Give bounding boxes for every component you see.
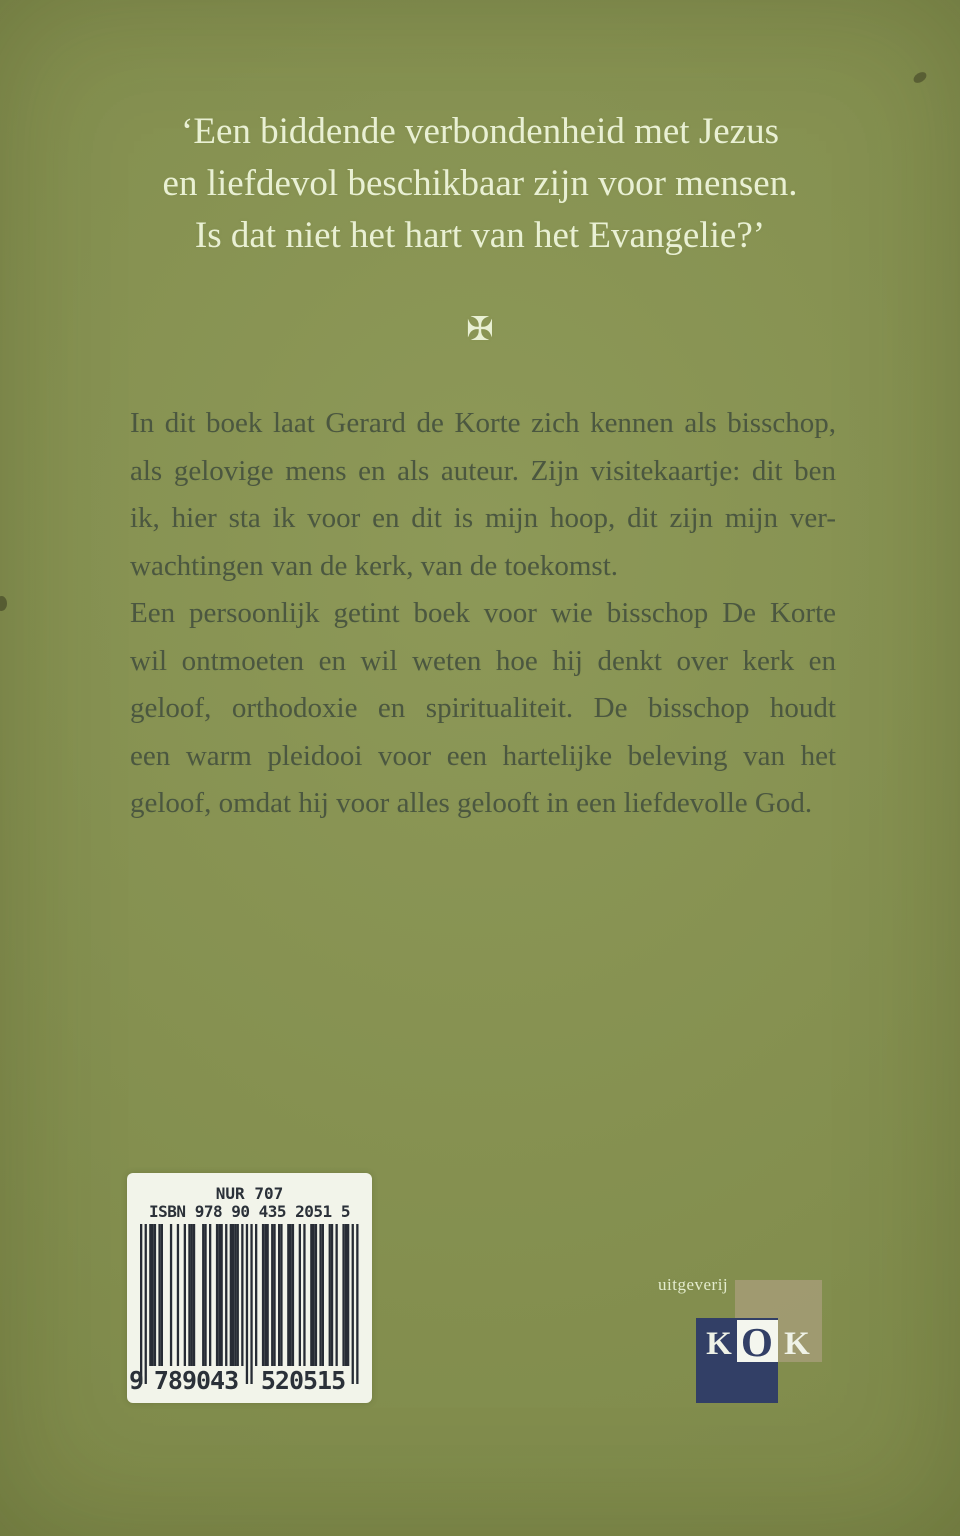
quote-line: en liefdevol beschikbaar zijn voor mensen.	[162, 163, 798, 204]
cross-ornament-icon: ✠	[466, 312, 494, 348]
blurb-line: Een persoonlijk getint boek voor wie bisschop De Korte	[130, 597, 836, 629]
logo-letter-o: O	[741, 1319, 773, 1365]
blurb-text	[130, 400, 836, 828]
publisher-logo	[658, 1275, 833, 1415]
barcode-bars	[137, 1224, 362, 1384]
blurb-line: ik, hier sta ik voor en dit is mijn hoop, dit zijn mijn ver-	[130, 502, 836, 534]
nur-code: NUR 707	[215, 1184, 284, 1203]
barcode-digit-group: 789043	[153, 1366, 239, 1395]
blurb-line: als gelovige mens en als auteur. Zijn visitekaartje: dit ben	[130, 454, 836, 487]
dust-speck	[0, 596, 7, 611]
barcode-digit-group: 9	[129, 1366, 145, 1395]
blurb-line: In dit boek laat Gerard de Korte zich kennen als bisschop,	[130, 407, 836, 439]
blurb-line: wil ontmoeten en wil weten hoe hij denkt over kerk en	[130, 644, 836, 677]
blurb-line: geloof, omdat hij voor alles gelooft in een liefdevolle God.	[130, 787, 813, 819]
isbn-number: ISBN 978 90 435 2051 5	[149, 1202, 350, 1221]
barcode-label	[127, 1173, 372, 1403]
blurb-line: een warm pleidooi voor een hartelijke beleving van het	[130, 739, 836, 772]
logo-letter-k: K	[706, 1326, 732, 1362]
logo-letter-k: K	[784, 1326, 810, 1362]
blurb-line: geloof, orthodoxie en spiritualiteit. De bisschop houdt	[130, 692, 836, 724]
barcode-digits	[129, 1366, 362, 1398]
publisher-label: uitgeverij	[658, 1275, 729, 1294]
barcode-digit-group: 520515	[260, 1366, 346, 1395]
blurb-line: wachtingen van de kerk, van de toekomst.	[130, 549, 619, 582]
quote-line: Is dat niet het hart van het Evangelie?’	[194, 215, 766, 256]
dust-speck	[912, 70, 929, 85]
quote-line: ‘Een biddende verbondenheid met Jezus	[181, 111, 779, 152]
quote-block	[0, 106, 960, 262]
